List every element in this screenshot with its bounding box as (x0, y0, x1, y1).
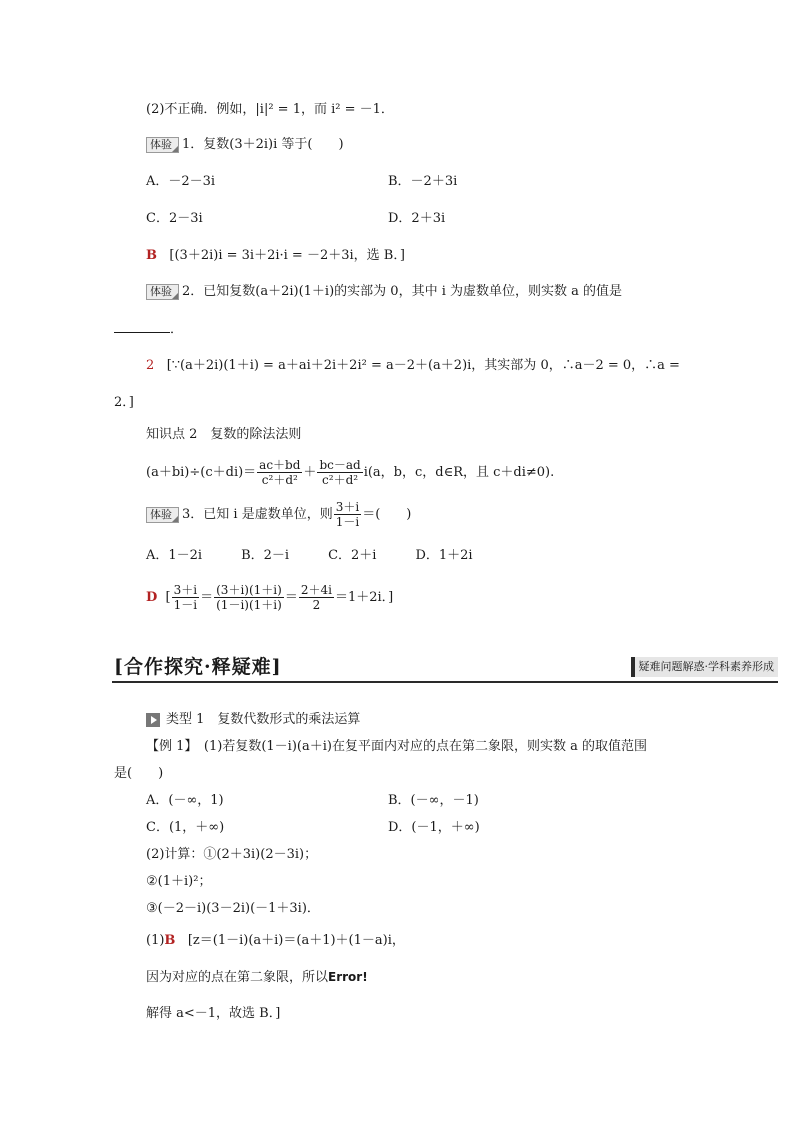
answer-text: [∵(a＋2i)(1＋i) = a＋ai＋2i＋2i² = a－2＋(a＋2)i，其实部为 0，∴a－2 = 0，∴a = (166, 358, 680, 373)
answer-text: [(3＋2i)i = 3i＋2i·i = －2＋3i，选 B．] (169, 248, 405, 263)
question-3 (146, 497, 411, 533)
solution-letter: B (164, 933, 176, 948)
numerator: bc－ad (319, 458, 361, 472)
denominator: 1－i (173, 598, 198, 612)
a3-fraction-1 (172, 583, 199, 612)
div-rhs: i(a，b，c，d∈R，且 c＋di≠0). (363, 465, 555, 480)
numerator: ac＋bd (259, 458, 301, 472)
answer-blank (114, 320, 183, 339)
answer-3 (146, 580, 393, 616)
answer-1 (146, 247, 405, 265)
denominator: 1－i (335, 515, 360, 529)
ex1-option-d: D．(－1，＋∞) (388, 820, 480, 835)
solution-text: [z＝(1－i)(a＋i)＝(a＋1)＋(1－a)i， (187, 933, 405, 948)
div-lhs: (a＋bi)÷(c＋di)＝ (146, 465, 257, 480)
answer-2 (146, 357, 680, 375)
numerator: (3＋i)(1＋i) (216, 583, 282, 597)
question-1 (146, 136, 344, 154)
div-fraction-1 (257, 458, 302, 487)
type-1-heading (146, 711, 360, 729)
solution-text: 因为对应的点在第二象限，所以 (146, 970, 329, 985)
denominator: c²＋d² (261, 473, 298, 487)
ex1-part2-c: ③(－2－i)(3－2i)(－1＋3i)． (146, 901, 320, 916)
question-3-text: 3．已知 i 是虚数单位，则 (182, 507, 333, 522)
answer-letter: B (146, 248, 157, 263)
ex1-part2: (2)计算：①(2＋3i)(2－3i)； (146, 847, 318, 862)
question-3-options: A．1－2i B．2－i C．2＋i D．1＋2i (146, 548, 473, 563)
solution-label: (1) (146, 933, 165, 948)
div-fraction-2 (317, 458, 362, 487)
q3-fraction (334, 500, 361, 529)
solution-1 (146, 932, 405, 950)
option-b: B．－2＋3i (388, 174, 458, 189)
ex1-option-c: C．(1，＋∞) (146, 820, 225, 835)
equals: ＝ (284, 590, 298, 605)
option-d: D．2＋3i (388, 211, 446, 226)
answer-2-cont: 2．] (114, 395, 134, 410)
a3-fraction-3 (299, 583, 334, 612)
ex1-part2-b: ②(1＋i)²； (146, 874, 212, 889)
question-2-text: 2．已知复数(a＋2i)(1＋i)的实部为 0，其中 i 为虚数单位，则实数 a 的值是 (182, 284, 623, 299)
section-title: [合作探究·释疑难] (114, 656, 282, 678)
numerator: 3＋i (173, 583, 198, 597)
answer-tail: ＝1＋2i．] (334, 590, 394, 605)
knowledge-point-2: 知识点 2 复数的除法法则 (146, 427, 302, 442)
question-1-text: 1．复数(3＋2i)i 等于( ) (182, 137, 344, 152)
type-1-text: 类型 1 复数代数形式的乘法运算 (166, 712, 361, 727)
bracket: [ (165, 590, 171, 605)
numerator: 2＋4i (300, 583, 332, 597)
example-1-cont: 是( ) (114, 766, 164, 781)
section-subtitle: 疑难问题解惑·学科素养形成 (631, 657, 779, 677)
option-a: A．－2－3i (146, 174, 216, 189)
experience-tag: 体验 (146, 284, 179, 300)
section-divider (112, 681, 778, 683)
ex1-option-a: A．(－∞，1) (146, 793, 224, 808)
question-2 (146, 283, 622, 301)
blank-line (114, 320, 170, 333)
solution-2 (146, 968, 368, 987)
division-rule (146, 455, 554, 491)
denominator: 2 (312, 598, 321, 612)
error-text: Error! (328, 970, 368, 984)
play-triangle-icon (146, 713, 160, 727)
question-3-paren: ＝( ) (362, 507, 412, 522)
denominator: (1－i)(1＋i) (216, 598, 282, 612)
period: ． (170, 322, 184, 337)
a3-fraction-2 (214, 583, 284, 612)
answer-letter: D (146, 590, 158, 605)
experience-tag: 体验 (146, 137, 179, 153)
text-line: (2)不正确．例如，|i|² = 1，而 i² = －1． (146, 102, 394, 117)
option-c: C．2－3i (146, 211, 203, 226)
ex1-option-b: B．(－∞，－1) (388, 793, 479, 808)
numerator: 3＋i (335, 500, 360, 514)
answer-number: 2 (146, 358, 155, 373)
example-1: 【例 1】 (1)若复数(1－i)(a＋i)在复平面内对应的点在第二象限，则实数 a 的取值范围 (146, 739, 647, 754)
denominator: c²＋d² (322, 473, 359, 487)
plus: ＋ (303, 465, 317, 480)
solution-3: 解得 a<－1，故选 B．] (146, 1006, 281, 1021)
experience-tag: 体验 (146, 507, 179, 523)
equals: ＝ (200, 590, 214, 605)
